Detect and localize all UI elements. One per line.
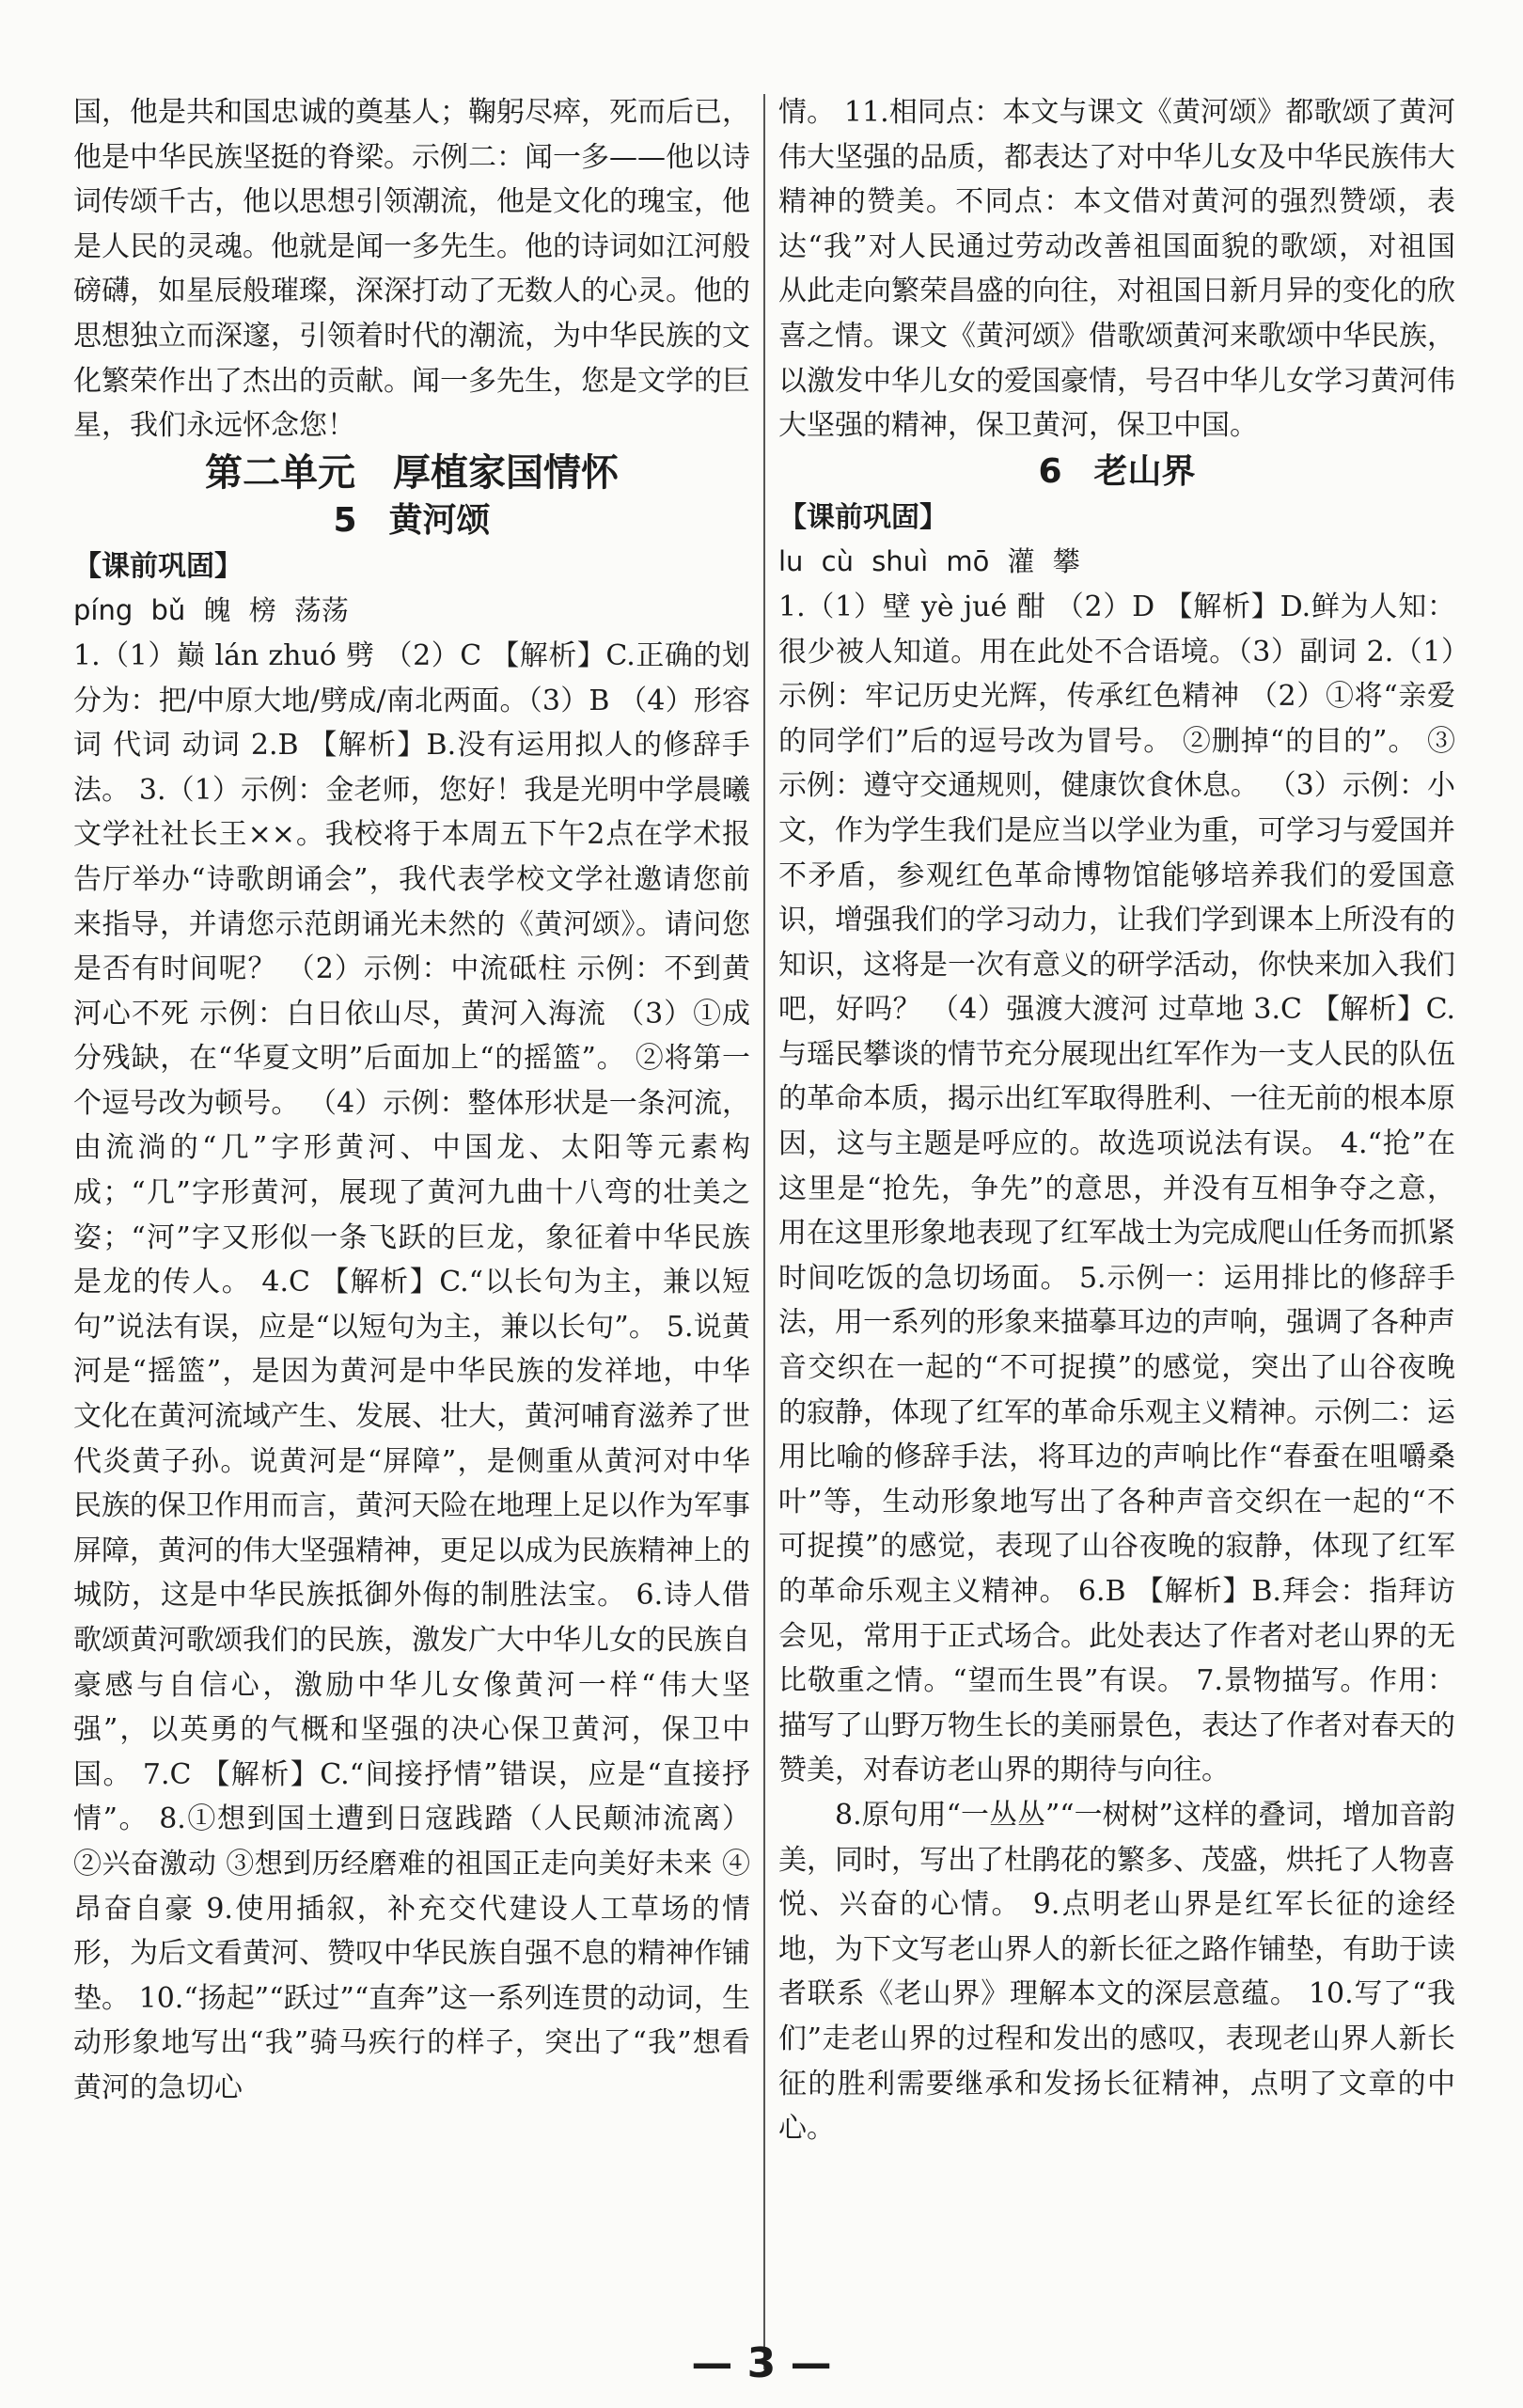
column-divider [763, 94, 765, 2369]
unit-title: 第二单元 厚植家国情怀 [205, 450, 619, 495]
lesson-6-title [778, 449, 1455, 496]
lesson-6-section-label: 【课前巩固】 [778, 500, 948, 534]
lesson-6-answers-part-2: 8.原句用“一丛丛”“一树树”这样的叠词，增加音韵美，同时，写出了杜鹃花的繁多、茂盛，烘托了人物喜悦、兴奋的心情。 9.点明老山界是红军长征的途经地，为下文写老山界人的新长征之路作铺垫，有助于读者联系《老山界》理解本文的深层意蕴。 10.写了“我们”走老山界的过程和发出的感叹，表现老山界人新长征的胜利需要继承和发扬长征精神，点明了文章的中心。 [778, 1798, 1455, 2146]
left-column [73, 90, 750, 2111]
lesson-5-title [73, 497, 750, 544]
lesson-6-answers: 1.（1）壁 yè jué 酣 （2）D 【解析】D.鲜为人知：很少被人知道。用在此处不合语境。（3）副词 2.（1）示例：牢记历史光辉，传承红色精神 （2）①将“亲爱的同学们”后的逗号改为冒号。 ②删掉“的目的”。 ③示例：遵守交通规则，健康饮食休息。 （3）示例：小文，作为学生我们是应当以学业为重，可学习与爱国并不矛盾，参观红色革命博物馆能够培养我们的爱国意识，增强我们的学习动力，让我们学到课本上所没有的知识，这将是一次有意义的研学活动，你快来加入我们吧，好吗？ （4）强渡大渡河 过草地 3.C 【解析】C.与瑶民攀谈的情节充分展现出红军作为一支人民的队伍的革命本质，揭示出红军取得胜利、一往无前的根本原因，这与主题是呼应的。故选项说法有误。 4.“抢”在这里是“抢先，争先”的意思，并没有互相争夺之意，用在这里形象地表现了红军战士为完成爬山任务而抓紧时间吃饭的急切场面。 5.示例一：运用排比的修辞手法，用一系列的形象来描摹耳边的声响，强调了各种声音交织在一起的“不可捉摸”的感觉，突出了山谷夜晚的寂静，体现了红军的革命乐观主义精神。示例二：运用比喻的修辞手法，将耳边的声响比作“春蚕在咀嚼桑叶”等，生动形象地写出了各种声音交织在一起的“不可捉摸”的感觉，表现了山谷夜晚的寂静，体现了红军的革命乐观主义精神。 6.B 【解析】B.拜会：指拜访会见，常用于正式场合。此处表达了作者对老山界的无比敬重之情。“望而生畏”有误。 7.景物描写。作用：描写了山野万物生长的美丽景色，表达了作者对春天的赞美，对春访老山界的期待与向往。 [778, 590, 1455, 1787]
lesson-6-name: 老山界 [1093, 451, 1196, 491]
lesson-5-answers: 1.（1）巅 lán zhuó 劈 （2）C 【解析】C.正确的划分为：把/中原大地/劈成/南北两面。（3）B （4）形容词 代词 动词 2.B 【解析】B.没有运用拟人的修辞手法。 3.（1）示例：金老师，您好！我是光明中学晨曦文学社社长王××。我校将于本周五下午2点在学术报告厅举办“诗歌朗诵会”，我代表学校文学社邀请您前来指导，并请您示范朗诵光未然的《黄河颂》。请问您是否有时间呢？ （2）示例：中流砥柱 示例：不到黄河心不死 示例：白日依山尽，黄河入海流 （3）①成分残缺，在“华夏文明”后面加上“的摇篮”。 ②将第一个逗号改为顿号。 （4）示例：整体形状是一条河流，由流淌的“几”字形黄河、中国龙、太阳等元素构成；“几”字形黄河，展现了黄河九曲十八弯的壮美之姿；“河”字又形似一条飞跃的巨龙，象征着中华民族是龙的传人。 4.C 【解析】C.“以长句为主，兼以短句”说法有误，应是“以短句为主，兼以长句”。 5.说黄河是“摇篮”，是因为黄河是中华民族的发祥地，中华文化在黄河流域产生、发展、壮大，黄河哺育滋养了世代炎黄子孙。说黄河是“屏障”，是侧重从黄河对中华民族的保卫作用而言，黄河天险在地理上足以作为军事屏障，黄河的伟大坚强精神，更足以成为民族精神上的城防，这是中华民族抵御外侮的制胜法宝。 6.诗人借歌颂黄河歌颂我们的民族，激发广大中华儿女的民族自豪感与自信心，激励中华儿女像黄河一样“伟大坚强”，以英勇的气概和坚强的决心保卫黄河，保卫中国。 7.C 【解析】C.“间接抒情”错误，应是“直接抒情”。 8.①想到国土遭到日寇践踏（人民颠沛流离） ②兴奋激动 ③想到历经磨难的祖国正走向美好未来 ④昂奋自豪 9.使用插叙，补充交代建设人工草场的情形，为后文看黄河、赞叹中华民族自强不息的精神作铺垫。 10.“扬起”“跃过”“直奔”这一系列连贯的动词，生动形象地写出“我”骑马疾行的样子，突出了“我”想看黄河的急切心 [73, 638, 750, 2104]
right-continuation-paragraph: 情。 11.相同点：本文与课文《黄河颂》都歌颂了黄河伟大坚强的品质，都表达了对中华儿女及中华民族伟大精神的赞美。不同点：本文借对黄河的强烈赞颂，表达“我”对人民通过劳动改善祖国面貌的歌颂，对祖国从此走向繁荣昌盛的向往，对祖国日新月异的变化的欣喜之情。课文《黄河颂》借歌颂黄河来歌颂中华民族，以激发中华儿女的爱国豪情，号召中华儿女学习黄河伟大坚强的精神，保卫黄河，保卫中国。 [778, 96, 1455, 443]
page-number: — 3 — [691, 2339, 832, 2387]
right-column [778, 90, 1455, 2151]
lesson-5-name: 黄河颂 [388, 500, 491, 540]
lesson-6-number: 6 [1038, 451, 1062, 491]
lesson-5-section-label: 【课前巩固】 [73, 549, 243, 583]
lesson-5-pinyin-line: píng bǔ 魄 榜 荡荡 [73, 594, 349, 627]
lesson-5-number: 5 [333, 500, 357, 540]
lesson-6-pinyin-line: lu cù shuì mō 灌 攀 [778, 545, 1080, 578]
left-intro-paragraph: 国，他是共和国忠诚的奠基人；鞠躬尽瘁，死而后已，他是中华民族坚挺的脊梁。示例二：闻一多——他以诗词传颂千古，他以思想引领潮流，他是文化的瑰宝，他是人民的灵魂。他就是闻一多先生。他的诗词如江河般磅礴，如星辰般璀璨，深深打动了无数人的心灵。他的思想独立而深邃，引领着时代的潮流，为中华民族的文化繁荣作出了杰出的贡献。闻一多先生，您是文学的巨星，我们永远怀念您！ [73, 96, 750, 443]
